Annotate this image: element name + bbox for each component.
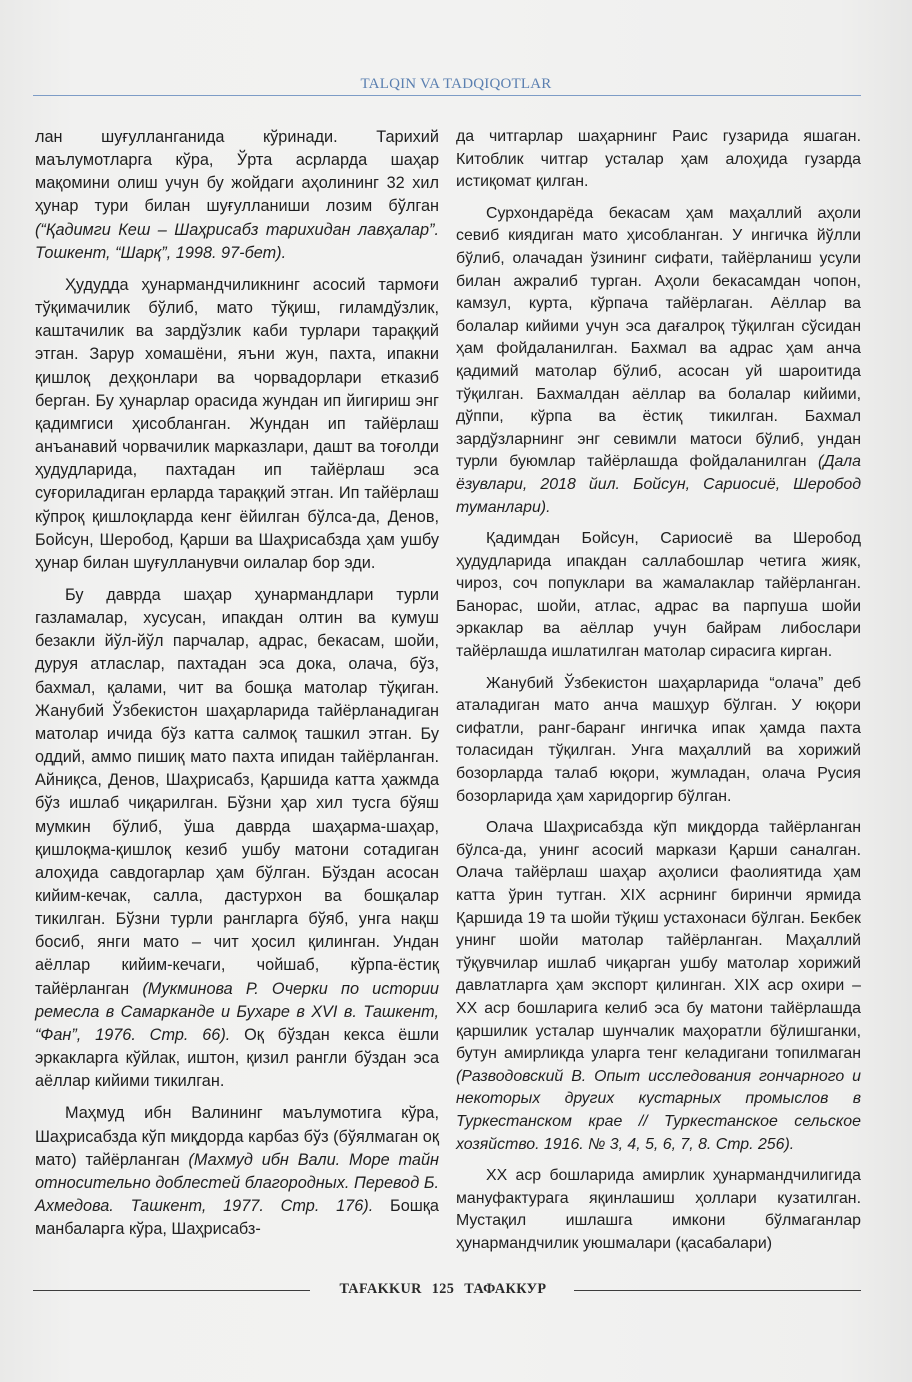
- paragraph: [35, 126, 439, 265]
- paragraph-text: XX аср бошларида амирлик ҳунармандчилигида мануфактурага яқинлашиш ҳоллари кузатилган. Мустақил ишлашга имкони бўлмаганлар ҳунармандчилик уюшмалари (қасабалари): [456, 1167, 861, 1252]
- paragraph-text-tail: Оқ бўздан кекса ёшли эркакларга кўйлак, иштон, қизил рангли бўздан эса аёллар кийими тикилган.: [35, 1025, 439, 1091]
- paragraph-text: Маҳмуд ибн Валининг маълумотига кўра, Шаҳрисабзда кўп миқдорда карбаз бўз (бўялмаган оқ мато) тайёрланган: [35, 1104, 439, 1169]
- citation: (Махмуд ибн Вали. Море тайн относительно доблестей благородных. Перевод Б. Ахмедова. Ташкент, 1977. Стр. 176).: [35, 1150, 439, 1216]
- paragraph: [456, 528, 861, 664]
- citation: (Разводовский В. Опыт исследования гончарного и некоторых других кустарных промыслов в Туркестанском крае // Туркестанское сельское хозяйство. 1916. № 3, 4, 5, 6, 7, 8. Стр. 256).: [456, 1067, 861, 1153]
- footer-rule-right: [574, 1290, 861, 1291]
- paragraph-text-tail: Бошқа манбаларга кўра, Шаҳрисабз-: [35, 1197, 439, 1239]
- paragraph-text: лан шуғулланганида кўринади. Тарихий маълумотларга кўра, Ўрта асрларда шаҳар мақомини олиш учун бу жойдаги аҳолининг 32 хил ҳунар тури билан шуғулланиши лозим бўлган: [35, 128, 439, 216]
- page-number: 125: [431, 1281, 455, 1297]
- citation: (Мукминова Р. Очерки по истории ремесла в Самарканде и Бухаре в XVI в. Ташкент, “Фан”, 1976. Стр. 66).: [35, 979, 439, 1044]
- page-footer: [318, 1281, 568, 1298]
- paragraph: [456, 126, 861, 194]
- paragraph: [35, 584, 439, 1093]
- paragraph-text: Сурхондарёда бекасам ҳам маҳаллий аҳоли севиб киядиган мато ҳисобланган. У ингичка йўлли бўлиб, олачадан ўзининг сифати, тайёрланиш усули билан ажралиб турган. Аҳоли бекасамдан чопон, камзул, курта, кўрпача тайёрлаган. Аёллар ва болалар кийими учун эса дағалроқ тўқилган сўсидан ҳам фойдаланилган. Бахмал ва адрас ҳам анча қадимий матолар бўлиб, асосан уй шароитида тўқилган. Бахмалдан аёллар ва болалар кийими, дўппи, кўрпа ва ёстиқ тикилган. Бахмал зардўзларнинг энг севимли матоси бўлиб, ундан турли буюмлар тайёрлашда фойдаланилган: [456, 204, 861, 471]
- header-rule: [33, 95, 861, 96]
- paragraph-text: да читгарлар шаҳарнинг Раис гузарида яшаган. Китоблик читгар усталар ҳам алоҳида гузарда истиқомат қилган.: [456, 128, 861, 191]
- footer-rule-left: [33, 1290, 310, 1291]
- citation: (“Қадимги Кеш – Шаҳрисабз тарихидан лавҳалар”. Тошкент, “Шарқ”, 1998. 97-бет).: [35, 220, 439, 262]
- running-head-title: TALQIN VA TADQIQOTLAR: [360, 76, 552, 92]
- paragraph: [456, 673, 861, 809]
- paragraph: [456, 203, 861, 519]
- paragraph: [35, 274, 439, 575]
- paragraph: [35, 1102, 439, 1241]
- paragraph-text: Жанубий Ўзбекистон шаҳарларида “олача” деб аталадиган мато анча машҳур бўлган. У юқори сифатли, ранг-баранг ингичка ипак ҳамда пахта толасидан тўқилган. Унга маҳаллий ва хорижий бозорларда талаб юқори, жумладан, олача Русия бозорларида ҳам харидоргир бўлган.: [456, 674, 861, 805]
- paragraph: [456, 817, 861, 1156]
- paragraph: [456, 1165, 861, 1255]
- left-column: [35, 126, 439, 1241]
- paragraph-text: Ҳудудда ҳунармандчиликнинг асосий тармоғи тўқимачилик бўлиб, мато тўқиш, гиламдўзлик, каштачилик ва зардўзлик каби турлари тараққий этган. Зарур хомашёни, яъни жун, пахта, ипакни қишлоқ деҳқонлари ва чорвадорлари етказиб берган. Бу ҳунарлар орасида жундан ип йигириш энг қадимгиси ҳисобланган. Жундан ип тайёрлаш анъанавий чорвачилик марказлари, дашт ва тоғолди ҳудудларида, пахтадан ип тайёрлаш эса суғориладиган ерларда тараққий этган. Ип тайёрлаш кўпроқ қишлоқларда кенг ёйилган бўлса-да, Денов, Бойсун, Шеробод, Қарши ва Шаҳрисабзда ҳам ушбу ҳунар билан шуғулланувчи оилалар бор эди.: [35, 275, 439, 572]
- paragraph-text: Бу даврда шаҳар ҳунармандлари турли газламалар, хусусан, ипакдан олтин ва кумуш безакли йўл-йўл парчалар, адрас, бекасам, шойи, дуруя атласлар, пахтадан эса дока, олача, бўз, бахмал, қалами, чит ва бошқа матолар тўқиган. Жанубий Ўзбекистон шаҳарларида тайёрланадиган матолар ичида бўз катта салмоқ ташкил этган. Бу оддий, аммо пишиқ мато пахта ипидан тайёрланган. Айниқса, Денов, Шаҳрисабз, Қаршида катта ҳажмда бўз ишлаб чиқарилган. Бўзни ҳар хил тусга бўяш мумкин бўлиб, ўша даврда шаҳарма-шаҳар, қишлоқма-қишлоқ кезиб ушбу матони сотадиган алоҳида савдогарлар ҳам бўлган. Бўздан асосан кийим-кечак, салла, дастурхон ва бошқалар тикилган. Бўзни турли рангларга бўяб, унга нақш босиб, янги мато – чит ҳосил қилинган. Ундан аёллар кийим-кечаги, чойшаб, кўрпа-ёстиқ тайёрланган: [35, 585, 439, 998]
- footer-journal-cyrillic: ТАФАККУР: [464, 1281, 547, 1297]
- paragraph-text: Қадимдан Бойсун, Сариосиё ва Шеробод ҳудудларида ипакдан саллабошлар четига жияк, чироз, соч попуклари ва жамалаклар тайёрланган. Банорас, шойи, атлас, адрас ва парпуша шойи эркаклар ва аёллар учун байрам либослари тайёрлашда ишлатилган матолар сирасига кирган.: [456, 530, 861, 661]
- footer-journal-latin: TAFAKKUR: [339, 1281, 422, 1297]
- right-column: [456, 126, 861, 1256]
- citation: (Дала ёзувлари, 2018 йил. Бойсун, Сариосиё, Шеробод туманлари).: [456, 453, 861, 516]
- paragraph-text: Олача Шаҳрисабзда кўп миқдорда тайёрланган бўлса-да, унинг асосий маркази Қарши саналган. Олача тайёрлаш шаҳар аҳолиси фаолиятида ҳам катта ўрин тутган. XIX асрнинг биринчи ярмида Қаршида 19 та шойи тўқиш устахонаси бўлган. Бекбек унинг шойи матолар тайёрланган. Маҳаллий тўқувчилар ишлаб чиқарган ушбу матолар хорижий давлатларга ҳам экспорт қилинган. XIX аср охири – XX аср бошларига келиб эса бу матони тайёрлашда қаршилик усталар шунчалик маҳоратли бўлишганки, бутун амирликда уларга тенг келадигани топилмаган: [456, 819, 861, 1063]
